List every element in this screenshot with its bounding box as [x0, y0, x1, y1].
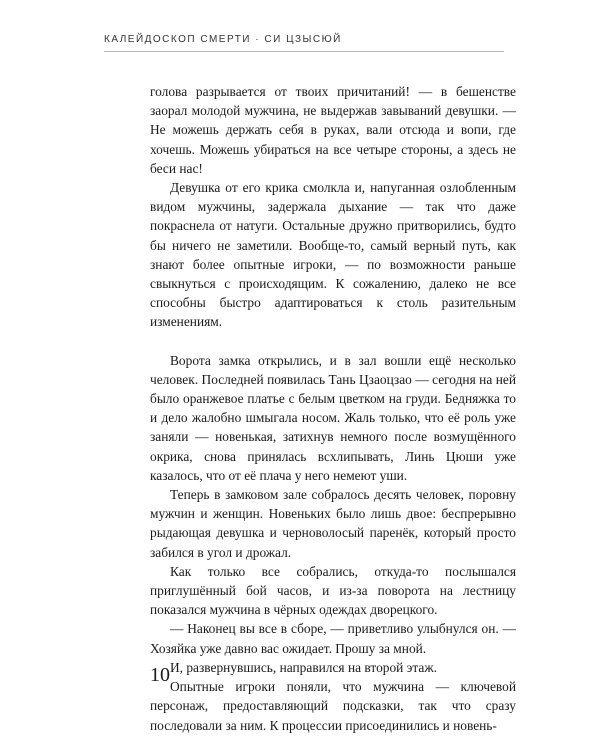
paragraph: Теперь в замковом зале собралось десять человек, поровну мужчин и женщин. Новеньких было лишь двое: беспрерывно рыдающая девушка и черноволосый паренёк, который просто забился в угол и дрожал.	[150, 487, 516, 560]
paragraph: Опытные игроки поняли, что мужчина — ключевой персонаж, предоставляющий подсказки, так что сразу последовали за ним. К процессии присоединились и новень-	[150, 679, 516, 733]
paragraph: — Наконец вы все в сборе, — приветливо улыбнулся он. — Хозяйка уже давно вас ожидает. Прошу за мной.	[150, 621, 516, 656]
running-header: КАЛЕЙДОСКОП СМЕРТИ · СИ ЦЗЫСЮЙ	[104, 34, 342, 45]
header-rule	[104, 51, 504, 52]
page-number: 10	[150, 664, 170, 686]
body-text	[150, 82, 516, 735]
paragraph: голова разрывается от твоих причитаний! — в бешенстве заорал молодой мужчина, не выдержав завываний девушки. — Не можешь держать себя в руках, вали отсюда и вопи, где хочешь. Можешь убираться на все четыре стороны, а здесь не беси нас!	[150, 84, 516, 176]
paragraph: И, развернувшись, направился на второй этаж.	[170, 659, 437, 675]
paragraph: Как только все собрались, откуда-то послышался приглушённый бой часов, и из-за поворота на лестницу показался мужчина в чёрных одеждах дворецкого.	[150, 563, 516, 618]
paragraph: Девушка от его крика смолкла и, напуганная озлобленным видом мужчины, задержала дыхание — так что даже покраснела от натуги. Остальные дружно притворились, будто бы ничего не заметили. Вообще-то, самый верный путь, как знают более опытные игроки, — по возможности раньше свыкнуться с происходящим. К сожалению, далеко не все способны быстро адаптироваться к столь разительным изменениям.	[150, 180, 516, 330]
paragraph: Ворота замка открылись, и в зал вошли ещё несколько человек. Последней появилась Тань Цзаоцзао — сегодня на ней было оранжевое платье с белым цветком на груди. Бедняжка то и дело жалобно шмыгала носом. Жаль только, что её роль уже заняли — новенькая, затихнув немного после возмущённого окрика, снова принялась всхлипывать, Линь Цюши уже казалось, что от её плача у него немеют уши.	[150, 352, 516, 483]
